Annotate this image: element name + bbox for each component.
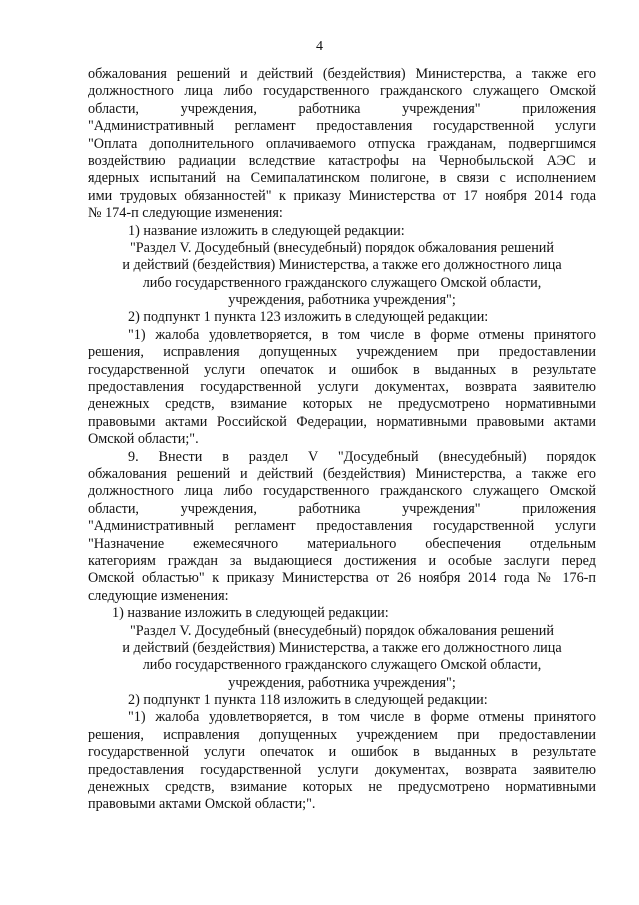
text-line: "1) жалоба удовлетворяется, в том числе в форме отмены принятого [128,326,596,343]
text-line: должностного лица либо государственного гражданского служащего Омской [88,483,596,500]
text-line: предоставления государственной услуги документах, возврата заявителю [88,379,596,396]
text-line: государственной услуги опечаток и ошибок в выданных в результате [88,744,596,761]
text-line: обжалования решений и действий (бездействия) Министерства, а также его [88,465,596,482]
text-line: правовыми актами Российской Федерации, нормативными правовыми актами [88,413,596,430]
text-line: обжалования решений и действий (бездействия) Министерства, а также его [88,66,596,82]
text-line: денежных средств, взимание которых не предусмотрено нормативными [88,779,596,796]
text-line: и действий (бездействия) Министерства, а также его должностного лица [122,257,562,274]
text-line: ядерных испытаний на Семипалатинском полигоне, в связи с исполнением [88,170,596,187]
text-line: 1) название изложить в следующей редакции: [112,605,389,622]
text-line: 2) подпункт 1 пункта 118 изложить в следующей редакции: [128,692,488,709]
text-line: Омской области;". [88,431,199,448]
text-line: категориям граждан за выдающиеся достижения и особые заслуги перед [88,552,596,569]
text-line: "1) жалоба удовлетворяется, в том числе в форме отмены принятого [128,709,596,726]
text-line: "Назначение ежемесячного материального обеспечения отдельным [88,535,596,552]
text-line: "Административный регламент предоставления государственной услуги [88,118,596,135]
text-line: "Оплата дополнительного оплачиваемого отпуска гражданам, подвергшимся [88,135,596,152]
text-line: денежных средств, взимание которых не предусмотрено нормативными [88,396,596,413]
text-line: следующие изменения: [88,587,229,604]
text-line: 1) название изложить в следующей редакции: [128,222,405,239]
text-line: "Раздел V. Досудебный (внесудебный) порядок обжалования решений [130,622,554,639]
text-line: государственной услуги опечаток и ошибок в выданных в результате [88,361,596,378]
text-line: либо государственного гражданского служащего Омской области, [142,657,542,674]
text-line: и действий (бездействия) Министерства, а также его должностного лица [122,639,562,656]
text-line: "Раздел V. Досудебный (внесудебный) порядок обжалования решений [130,239,554,256]
text-line: области, учреждения, работника учреждения" приложения [88,500,596,517]
text-line: ими трудовых обязанностей" к приказу Министерства от 17 ноября 2014 года [88,187,596,204]
text-line: воздействию радиации вследствие катастрофы на Чернобыльской АЭС и [88,152,596,169]
text-line: должностного лица либо государственного гражданского служащего Омской [88,83,596,100]
text-line: № 174-п следующие изменения: [88,205,283,222]
text-line: учреждения, работника учреждения"; [228,292,456,309]
text-line: предоставления государственной услуги документах, возврата заявителю [88,761,596,778]
text-line: 2) подпункт 1 пункта 123 изложить в следующей редакции: [128,309,489,326]
text-line: Омской областью" к приказу Министерства от 26 ноября 2014 года № 176-п [88,570,596,587]
document-body [88,66,596,814]
text-line: решения, исправления допущенных учреждением при предоставлении [88,726,596,743]
text-line: "Административный регламент предоставления государственной услуги [88,518,596,535]
text-line: либо государственного гражданского служащего Омской области, [142,274,542,291]
page-number: 4 [316,39,323,54]
text-line: решения, исправления допущенных учреждением при предоставлении [88,344,596,361]
text-line: правовыми актами Омской области;". [88,796,316,813]
text-line: области, учреждения, работника учреждения" приложения [88,100,596,117]
text-line: 9. Внести в раздел V "Досудебный (внесудебный) порядок [128,448,596,465]
text-line: учреждения, работника учреждения"; [228,674,456,691]
